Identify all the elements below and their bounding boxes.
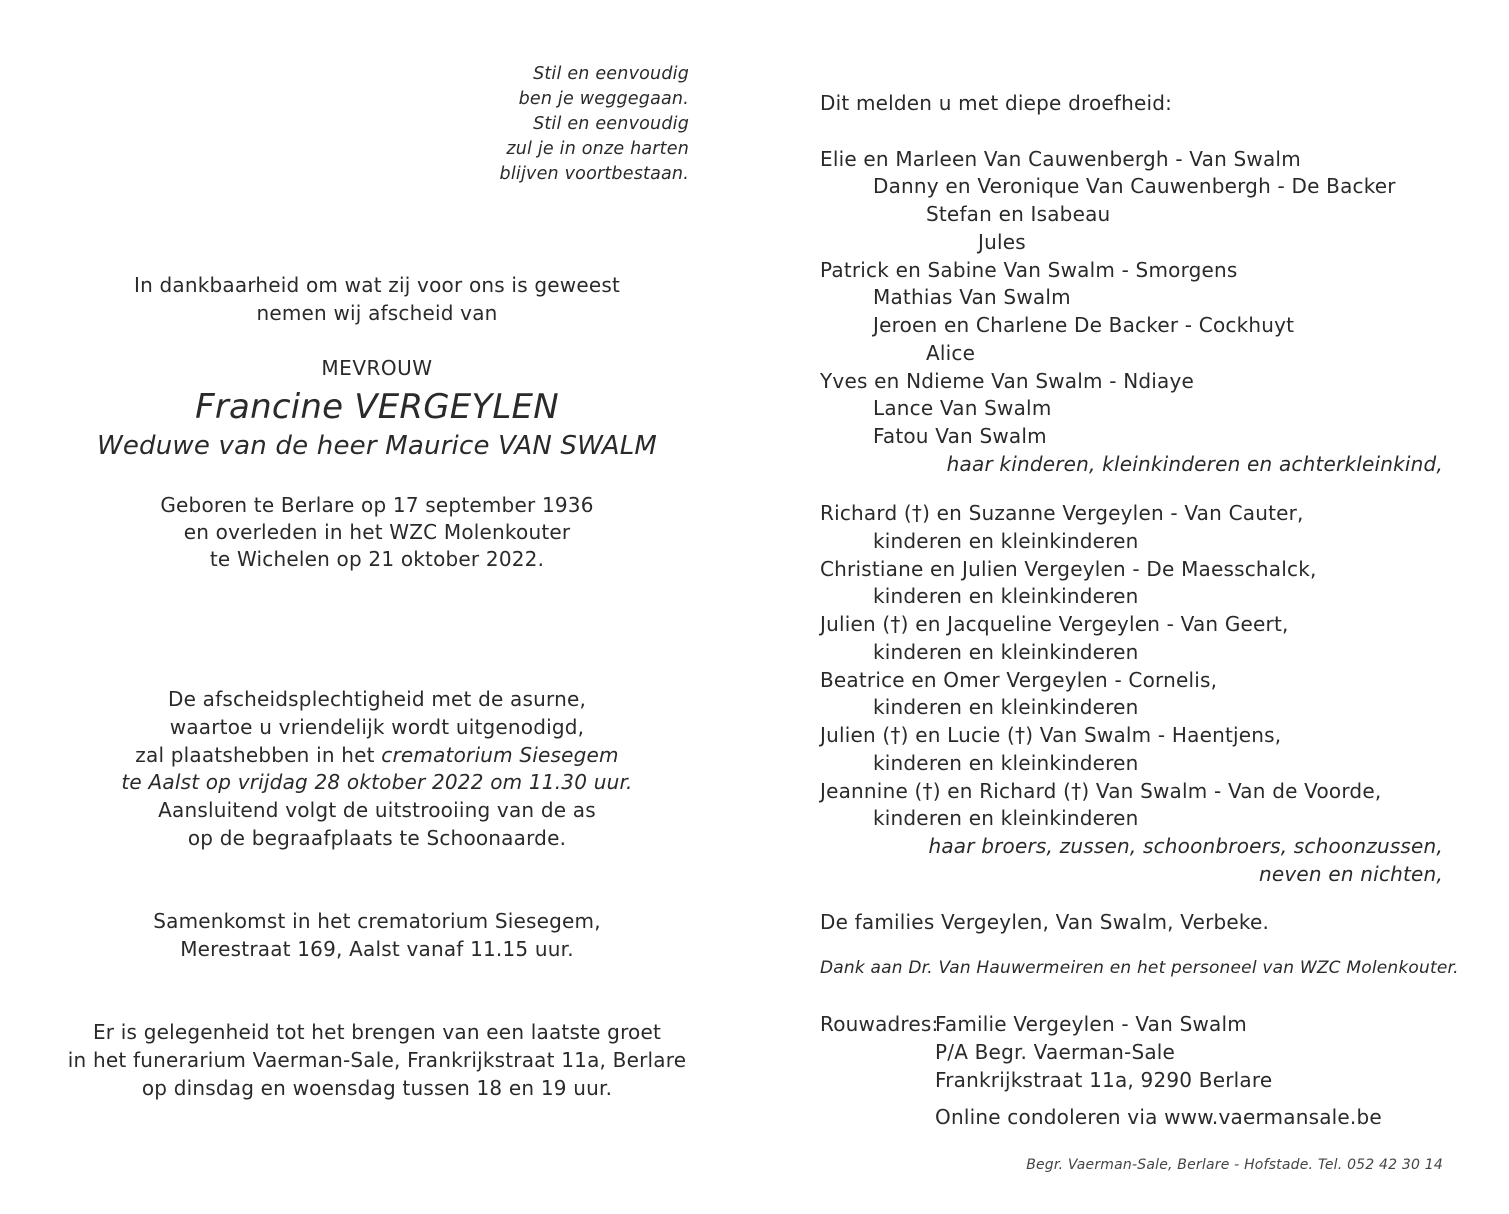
poem-line: zul je in onze harten xyxy=(506,139,689,159)
visit-line: Er is gelegenheid tot het brengen van een laatste groet xyxy=(92,1020,662,1044)
families-line: De families Vergeylen, Van Swalm, Verbeke. xyxy=(820,910,1270,934)
announcement: Dit melden u met diepe droefheid: xyxy=(820,91,1173,115)
intro-line: nemen wij afscheid van xyxy=(256,301,498,325)
great-grandchild-line: Stefan en Isabeau xyxy=(926,202,1111,226)
address-line: P/A Begr. Vaerman-Sale xyxy=(935,1040,1176,1064)
great-great-grandchild-line: Jules xyxy=(978,230,1026,254)
siblings-caption: haar broers, zussen, schoonbroers, schoonzussen, xyxy=(928,834,1443,858)
sibling-line: Richard (†) en Suzanne Vergeylen - Van Cauter, xyxy=(820,501,1304,525)
footer-undertaker: Begr. Vaerman-Sale, Berlare - Hofstade. Tel. 052 42 30 14 xyxy=(1026,1157,1443,1173)
ceremony-line: De afscheidsplechtigheid met de asurne, xyxy=(167,687,587,711)
address-line: Frankrijkstraat 11a, 9290 Berlare xyxy=(935,1068,1273,1092)
gathering-line: Samenkomst in het crematorium Siesegem, xyxy=(153,909,601,933)
birth-line: Geboren te Berlare op 17 september 1936 xyxy=(160,493,594,517)
sibling-offspring-line: kinderen en kleinkinderen xyxy=(873,806,1139,830)
thanks-line: Dank aan Dr. Van Hauwermeiren en het personeel van WZC Molenkouter. xyxy=(820,958,1459,978)
children-caption: haar kinderen, kleinkinderen en achterkleinkind, xyxy=(946,452,1443,476)
poem-line: Stil en eenvoudig xyxy=(533,114,689,134)
sibling-offspring-line: kinderen en kleinkinderen xyxy=(873,529,1139,553)
sibling-offspring-line: kinderen en kleinkinderen xyxy=(873,751,1139,775)
grandchild-line: Fatou Van Swalm xyxy=(873,424,1047,448)
deceased-name: Francine VERGEYLEN xyxy=(195,387,559,427)
widow-of: Weduwe van de heer Maurice VAN SWALM xyxy=(96,431,658,461)
online-condolence: Online condoleren via www.vaermansale.be xyxy=(935,1105,1382,1129)
title-mevrouw: MEVROUW xyxy=(321,356,433,380)
intro-line: In dankbaarheid om wat zij voor ons is geweest xyxy=(133,273,621,297)
sibling-offspring-line: kinderen en kleinkinderen xyxy=(873,640,1139,664)
visit-line: in het funerarium Vaerman-Sale, Frankrijkstraat 11a, Berlare xyxy=(67,1048,687,1072)
child-line: Elie en Marleen Van Cauwenbergh - Van Swalm xyxy=(820,147,1301,171)
sibling-line: Jeannine (†) en Richard (†) Van Swalm - Van de Voorde, xyxy=(820,779,1382,803)
ceremony-line: op de begraafplaats te Schoonaarde. xyxy=(187,826,567,850)
ceremony-datetime: te Aalst op vrijdag 28 oktober 2022 om 11.30 uur. xyxy=(121,770,633,794)
birth-line: te Wichelen op 21 oktober 2022. xyxy=(209,547,545,571)
grandchild-line: Danny en Veronique Van Cauwenbergh - De Backer xyxy=(873,174,1396,198)
address-label: Rouwadres: xyxy=(820,1012,939,1036)
siblings-caption: neven en nichten, xyxy=(1259,862,1443,886)
sibling-offspring-line: kinderen en kleinkinderen xyxy=(873,584,1139,608)
grandchild-line: Jeroen en Charlene De Backer - Cockhuyt xyxy=(873,313,1295,337)
child-line: Patrick en Sabine Van Swalm - Smorgens xyxy=(820,258,1238,282)
address-line: Familie Vergeylen - Van Swalm xyxy=(935,1012,1247,1036)
sibling-line: Christiane en Julien Vergeylen - De Maesschalck, xyxy=(820,557,1317,581)
sibling-offspring-line: kinderen en kleinkinderen xyxy=(873,695,1139,719)
gathering-line: Merestraat 169, Aalst vanaf 11.15 uur. xyxy=(180,937,574,961)
crematorium-name: crematorium Siesegem xyxy=(381,743,619,767)
poem-line: ben je weggegaan. xyxy=(518,89,689,109)
ceremony-text: zal plaatshebben in het xyxy=(135,743,382,767)
ceremony-line xyxy=(135,741,618,769)
sibling-line: Julien (†) en Jacqueline Vergeylen - Van Geert, xyxy=(820,612,1289,636)
child-line: Yves en Ndieme Van Swalm - Ndiaye xyxy=(820,369,1195,393)
visit-line: op dinsdag en woensdag tussen 18 en 19 uur. xyxy=(141,1076,613,1100)
sibling-line: Julien (†) en Lucie (†) Van Swalm - Haentjens, xyxy=(820,723,1282,747)
sibling-line: Beatrice en Omer Vergeylen - Cornelis, xyxy=(820,668,1218,692)
poem-line: blijven voortbestaan. xyxy=(499,164,689,184)
grandchild-line: Mathias Van Swalm xyxy=(873,285,1071,309)
grandchild-line: Lance Van Swalm xyxy=(873,396,1052,420)
poem-line: Stil en eenvoudig xyxy=(533,64,689,84)
ceremony-line: Aansluitend volgt de uitstrooiing van de as xyxy=(158,798,596,822)
birth-line: en overleden in het WZC Molenkouter xyxy=(183,520,571,544)
ceremony-line: waartoe u vriendelijk wordt uitgenodigd, xyxy=(169,715,585,739)
great-grandchild-line: Alice xyxy=(926,341,976,365)
